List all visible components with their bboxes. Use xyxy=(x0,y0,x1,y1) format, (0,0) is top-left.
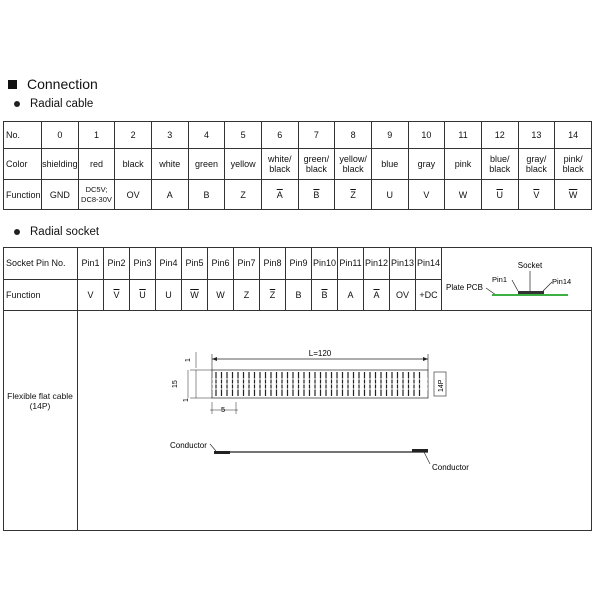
row-label: Color xyxy=(4,149,42,180)
pin14-label: Pin14 xyxy=(552,277,572,286)
cell: 0 xyxy=(42,122,79,149)
cell: white xyxy=(151,149,188,180)
cell: 10 xyxy=(408,122,445,149)
socket-subtitle-row xyxy=(14,226,99,238)
cable-row-color xyxy=(4,149,592,180)
cell: $\overline{Z}$ xyxy=(260,279,286,311)
cell: red xyxy=(78,149,115,180)
cell: Z xyxy=(234,279,260,311)
row-label: No. xyxy=(4,122,42,149)
cell: Pin8 xyxy=(260,248,286,280)
cell: green/ black xyxy=(298,149,335,180)
cell: yellow/ black xyxy=(335,149,372,180)
cell: $\overline{A}$ xyxy=(364,279,390,311)
cell: $\overline{W}$ xyxy=(182,279,208,311)
cell: Pin1 xyxy=(78,248,104,280)
cell: 13 xyxy=(518,122,555,149)
cell: +DC xyxy=(416,279,442,311)
length-dimension: L=120 xyxy=(308,349,332,358)
cell: W xyxy=(445,180,482,210)
cell: $\overline{U}$ xyxy=(130,279,156,311)
cable-table xyxy=(3,121,592,210)
top-one-dimension: 1 xyxy=(185,358,192,362)
plate-pcb-shape xyxy=(492,294,568,296)
ffc-drawing xyxy=(160,340,480,485)
cell: GND xyxy=(42,180,79,210)
socket-row-pin xyxy=(4,248,592,280)
cell: Pin2 xyxy=(104,248,130,280)
cable-row-function xyxy=(4,180,592,210)
cell: gray xyxy=(408,149,445,180)
conductor-stripes xyxy=(212,372,428,396)
cell: black xyxy=(115,149,152,180)
cell: 4 xyxy=(188,122,225,149)
cell: shielding xyxy=(42,149,79,180)
cell: U xyxy=(156,279,182,311)
cell: V xyxy=(78,279,104,311)
cell: $\overline{V}$ xyxy=(104,279,130,311)
cell: V xyxy=(408,180,445,210)
socket-subtitle: Radial socket xyxy=(30,226,100,238)
cell: DC5V; DC8-30V xyxy=(78,180,115,210)
cell: $\overline{Z}$ xyxy=(335,180,372,210)
five-dimension: 5 xyxy=(221,405,226,414)
cell: blue/ black xyxy=(481,149,518,180)
cell: 11 xyxy=(445,122,482,149)
bullet-icon xyxy=(14,101,20,107)
cell: 2 xyxy=(115,122,152,149)
section-heading xyxy=(8,76,98,92)
cable-subtitle-row xyxy=(14,98,93,110)
ffc-label: Flexible flat cable (14P) xyxy=(7,391,73,411)
cell: $\overline{V}$ xyxy=(518,180,555,210)
width-dimension: 15 xyxy=(172,380,179,388)
cell: 12 xyxy=(481,122,518,149)
cell: 3 xyxy=(151,122,188,149)
cell: Pin7 xyxy=(234,248,260,280)
cell: 5 xyxy=(225,122,262,149)
cell: white/ black xyxy=(261,149,298,180)
cell: 7 xyxy=(298,122,335,149)
square-bullet-icon xyxy=(8,80,17,89)
cell: 6 xyxy=(261,122,298,149)
conductor-left-label: Conductor xyxy=(170,441,207,450)
socket-body xyxy=(518,291,544,294)
cell: $\overline{B}$ xyxy=(312,279,338,311)
cell: gray/ black xyxy=(518,149,555,180)
cell: A xyxy=(338,279,364,311)
cell: Pin10 xyxy=(312,248,338,280)
cell: Pin13 xyxy=(390,248,416,280)
cell: W xyxy=(208,279,234,311)
cell: green xyxy=(188,149,225,180)
socket-label: Socket xyxy=(517,261,543,270)
plate-pcb-label: Plate PCB xyxy=(446,283,483,292)
cell: $\overline{W}$ xyxy=(555,180,592,210)
section-title: Connection xyxy=(27,76,98,92)
cell: Pin14 xyxy=(416,248,442,280)
cell: $\overline{U}$ xyxy=(481,180,518,210)
row-label: Function xyxy=(4,279,78,311)
pcb-diagram-cell xyxy=(442,248,592,311)
cell: Pin12 xyxy=(364,248,390,280)
pins-label: 14P xyxy=(438,379,445,392)
cell: Pin4 xyxy=(156,248,182,280)
cell: B xyxy=(286,279,312,311)
row-label: Function xyxy=(4,180,42,210)
cell: Pin5 xyxy=(182,248,208,280)
cell: 1 xyxy=(78,122,115,149)
cable-row-number xyxy=(4,122,592,149)
cell: OV xyxy=(390,279,416,311)
cell: A xyxy=(151,180,188,210)
cell: Z xyxy=(225,180,262,210)
conductor-right-label: Conductor xyxy=(432,463,469,472)
cell: Pin6 xyxy=(208,248,234,280)
cell: U xyxy=(371,180,408,210)
cell: 9 xyxy=(371,122,408,149)
cell: Pin3 xyxy=(130,248,156,280)
bullet-icon xyxy=(14,229,20,235)
cell: pink xyxy=(445,149,482,180)
pin1-label: Pin1 xyxy=(492,275,508,284)
cell: $\overline{A}$ xyxy=(261,180,298,210)
cell: Pin9 xyxy=(286,248,312,280)
side-one-dimension: 1 xyxy=(183,398,190,402)
row-label: Socket Pin No. xyxy=(4,248,78,280)
cable-subtitle: Radial cable xyxy=(30,98,94,110)
cell: yellow xyxy=(225,149,262,180)
cell: pink/ black xyxy=(555,149,592,180)
cell: OV xyxy=(115,180,152,210)
cell: Pin11 xyxy=(338,248,364,280)
cell: B xyxy=(188,180,225,210)
cell: blue xyxy=(371,149,408,180)
cell: 14 xyxy=(555,122,592,149)
cell: 8 xyxy=(335,122,372,149)
ffc-label-cell xyxy=(4,311,78,531)
cell: $\overline{B}$ xyxy=(298,180,335,210)
pcb-diagram xyxy=(442,258,592,308)
